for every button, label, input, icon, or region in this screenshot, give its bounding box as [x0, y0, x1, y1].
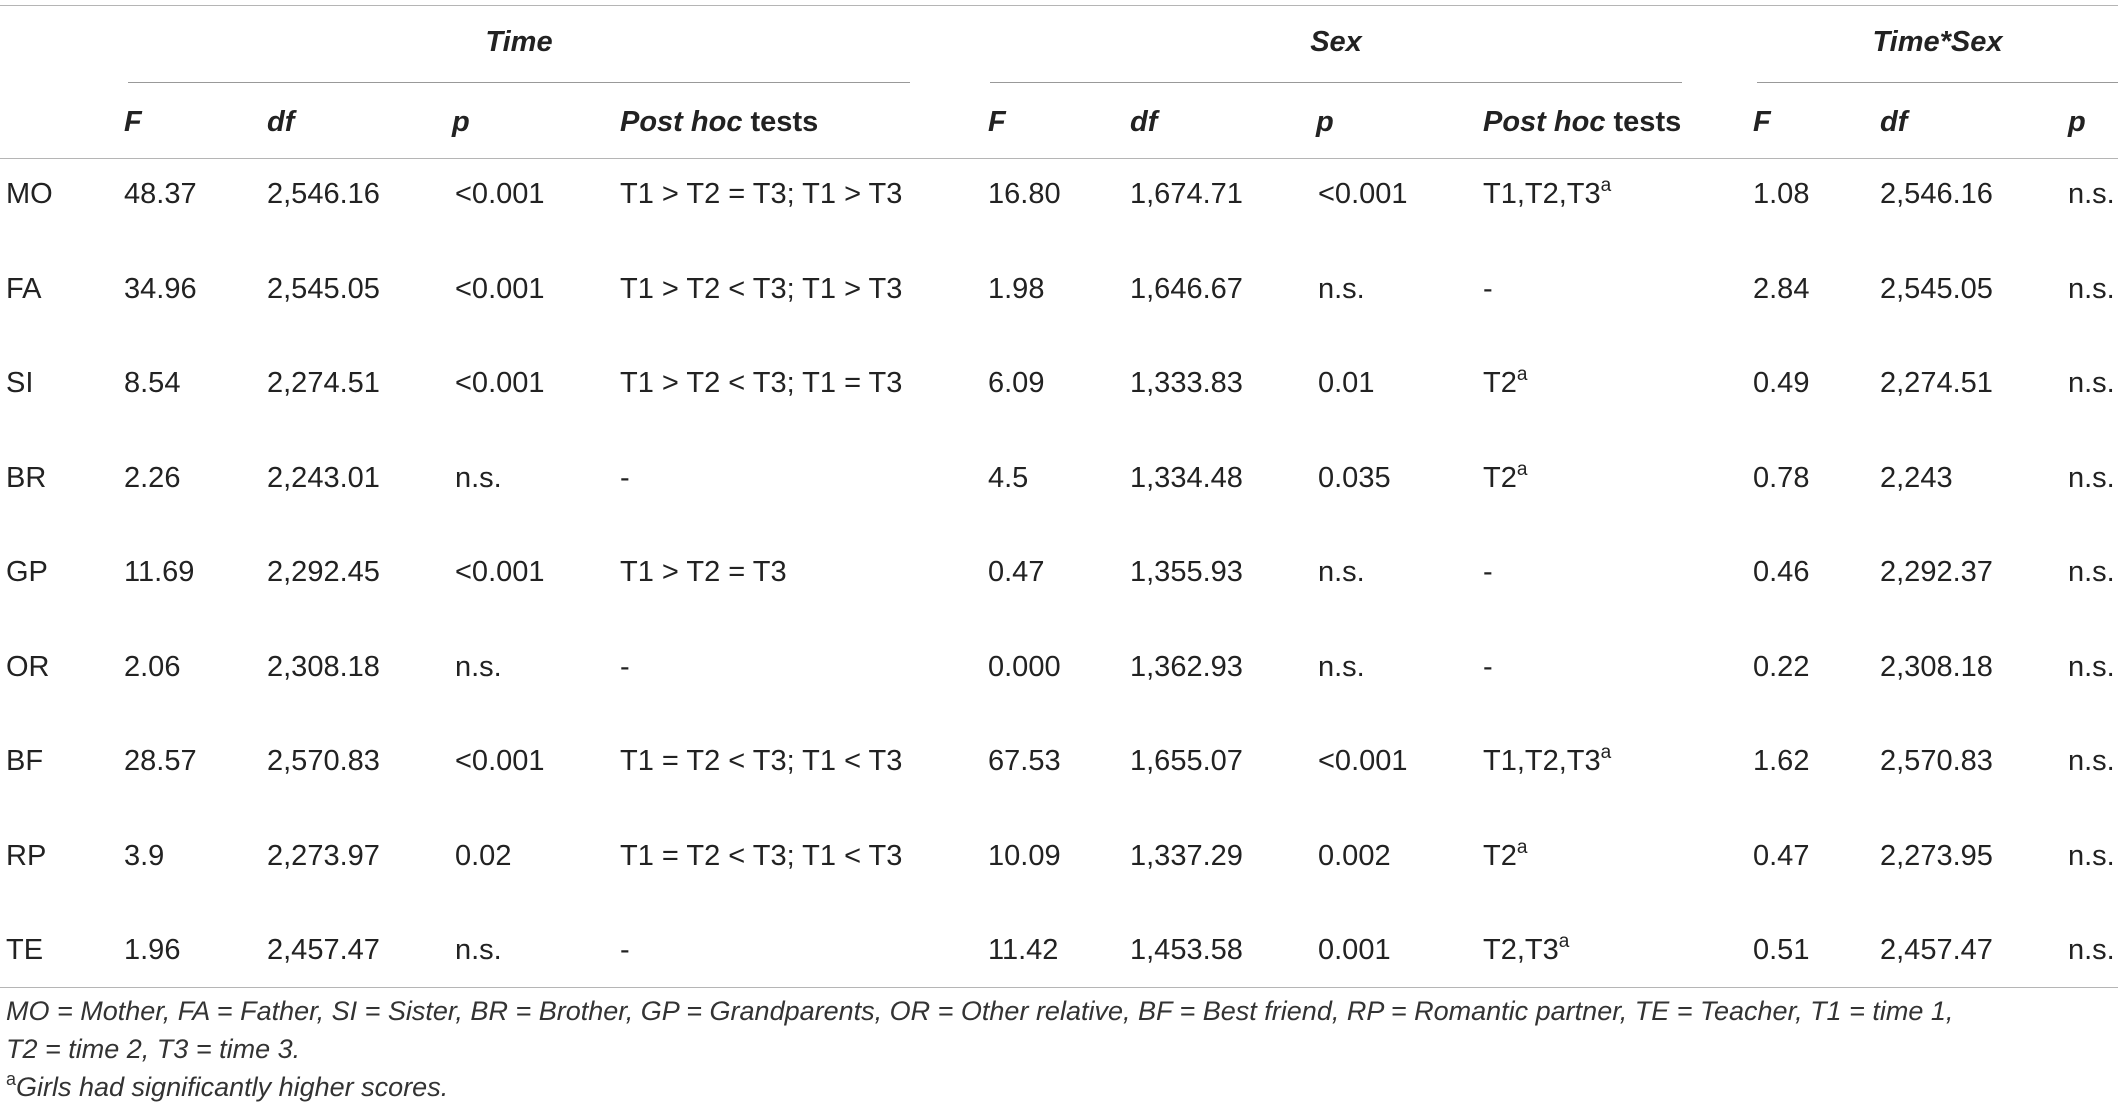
interaction-p-cell: n.s. [2068, 651, 2115, 683]
sex-df-cell: 1,355.93 [1130, 556, 1243, 588]
interaction-f-cell: 0.47 [1753, 840, 1810, 872]
posthoc-text: T2,T3 [1483, 934, 1559, 966]
superscript-marker: a [1600, 175, 1612, 196]
time-p-cell: <0.001 [455, 745, 545, 777]
time-f-cell: 2.26 [124, 462, 181, 494]
sex-df-cell: 1,334.48 [1130, 462, 1243, 494]
column-header-text: p [1316, 106, 1334, 138]
posthoc-text: T2 [1483, 462, 1517, 494]
sex-df-cell: 1,674.71 [1130, 178, 1243, 210]
time-posthoc-cell: T1 > T2 < T3; T1 > T3 [620, 273, 903, 305]
superscript-marker: a [1600, 742, 1612, 763]
footnote-text: Girls had significantly higher scores. [16, 1072, 449, 1102]
time-posthoc-cell: - [620, 462, 630, 494]
interaction-p-cell: n.s. [2068, 556, 2115, 588]
time-posthoc-cell: - [620, 934, 630, 966]
sex-f-cell: 10.09 [988, 840, 1061, 872]
sex-posthoc-cell [1483, 448, 1527, 508]
time-p-cell: <0.001 [455, 367, 545, 399]
interaction-df-cell: 2,273.95 [1880, 840, 1993, 872]
sex-posthoc-cell [1483, 826, 1527, 886]
significance-footnote [6, 1068, 448, 1106]
interaction-df-cell: 2,457.47 [1880, 934, 1993, 966]
row-label: TE [6, 934, 44, 966]
table-row [0, 920, 2118, 980]
time-posthoc-cell: - [620, 651, 630, 683]
sex-p-cell: <0.001 [1318, 178, 1408, 210]
time-df-cell: 2,457.47 [267, 934, 380, 966]
column-header-time-f [124, 102, 142, 142]
interaction-p-cell: n.s. [2068, 745, 2115, 777]
column-header-sex-df [1130, 102, 1157, 142]
table-row [0, 448, 2118, 508]
group-rule-time-sex [1757, 82, 2118, 83]
column-header-text: F [988, 106, 1006, 138]
sex-f-cell: 0.000 [988, 651, 1061, 683]
abbreviations-footnote-line-1: MO = Mother, FA = Father, SI = Sister, BR = Brother, GP = Grandparents, OR = Other relative, BF = Best friend, RP = Romantic partner, TE = Teacher, T1 = time 1, [6, 996, 1954, 1026]
time-df-cell: 2,570.83 [267, 745, 380, 777]
column-header-interaction-f [1753, 102, 1771, 142]
column-header-sex-f [988, 102, 1006, 142]
row-label: OR [6, 651, 50, 683]
time-f-cell: 48.37 [124, 178, 197, 210]
row-label: SI [6, 367, 34, 399]
interaction-p-cell: n.s. [2068, 840, 2115, 872]
row-label: BR [6, 462, 47, 494]
table-row [0, 826, 2118, 886]
interaction-p-cell: n.s. [2068, 934, 2115, 966]
superscript-marker: a [1516, 364, 1528, 385]
interaction-f-cell: 0.46 [1753, 556, 1810, 588]
time-posthoc-cell: T1 = T2 < T3; T1 < T3 [620, 745, 903, 777]
interaction-p-cell: n.s. [2068, 178, 2115, 210]
table-top-rule [0, 5, 2118, 6]
interaction-df-cell: 2,308.18 [1880, 651, 1993, 683]
superscript-marker: a [1558, 931, 1570, 952]
table-bottom-rule [0, 987, 2118, 988]
interaction-p-cell: n.s. [2068, 367, 2115, 399]
time-posthoc-cell: T1 > T2 = T3 [620, 556, 787, 588]
column-header-text: tests [742, 106, 819, 138]
time-df-cell: 2,273.97 [267, 840, 380, 872]
interaction-f-cell: 1.08 [1753, 178, 1810, 210]
sex-p-cell: n.s. [1318, 651, 1365, 683]
sex-df-cell: 1,453.58 [1130, 934, 1243, 966]
interaction-f-cell: 2.84 [1753, 273, 1810, 305]
time-p-cell: <0.001 [455, 178, 545, 210]
interaction-f-cell: 1.62 [1753, 745, 1810, 777]
time-df-cell: 2,274.51 [267, 367, 380, 399]
column-header-text: tests [1605, 106, 1682, 138]
sex-posthoc-cell [1483, 353, 1527, 413]
row-label: GP [6, 556, 48, 588]
sex-f-cell: 4.5 [988, 462, 1029, 494]
interaction-df-cell: 2,274.51 [1880, 367, 1993, 399]
column-header-text: p [452, 106, 470, 138]
interaction-df-cell: 2,545.05 [1880, 273, 1993, 305]
group-header-sex: Sex [1310, 26, 1362, 58]
sex-posthoc-cell [1483, 259, 1493, 319]
time-f-cell: 8.54 [124, 367, 181, 399]
time-f-cell: 28.57 [124, 745, 197, 777]
superscript-marker: a [1516, 459, 1528, 480]
sex-posthoc-cell [1483, 542, 1493, 602]
time-df-cell: 2,308.18 [267, 651, 380, 683]
column-header-time-df [267, 102, 294, 142]
time-f-cell: 1.96 [124, 934, 181, 966]
sex-p-cell: 0.01 [1318, 367, 1375, 399]
sex-df-cell: 1,333.83 [1130, 367, 1243, 399]
sex-df-cell: 1,655.07 [1130, 745, 1243, 777]
table-row [0, 353, 2118, 413]
time-f-cell: 11.69 [124, 556, 195, 588]
sex-posthoc-cell [1483, 920, 1569, 980]
column-header-text: Post hoc [1483, 106, 1606, 138]
time-df-cell: 2,545.05 [267, 273, 380, 305]
interaction-df-cell: 2,292.37 [1880, 556, 1993, 588]
group-header-time-sex: Time*Sex [1872, 26, 2003, 58]
table-row [0, 259, 2118, 319]
posthoc-text: - [1483, 273, 1493, 305]
sex-df-cell: 1,337.29 [1130, 840, 1243, 872]
sex-f-cell: 67.53 [988, 745, 1061, 777]
interaction-df-cell: 2,570.83 [1880, 745, 1993, 777]
sex-f-cell: 11.42 [988, 934, 1059, 966]
column-header-text: df [267, 106, 295, 138]
column-header-time-p [452, 102, 470, 142]
sex-p-cell: n.s. [1318, 556, 1365, 588]
table-row [0, 542, 2118, 602]
time-f-cell: 34.96 [124, 273, 197, 305]
group-rule-sex [990, 82, 1682, 83]
time-p-cell: 0.02 [455, 840, 512, 872]
time-posthoc-cell: T1 > T2 = T3; T1 > T3 [620, 178, 903, 210]
posthoc-text: - [1483, 651, 1493, 683]
sex-p-cell: 0.001 [1318, 934, 1391, 966]
interaction-df-cell: 2,546.16 [1880, 178, 1993, 210]
time-df-cell: 2,243.01 [267, 462, 380, 494]
sex-f-cell: 6.09 [988, 367, 1045, 399]
column-header-text: F [124, 106, 142, 138]
header-bottom-rule [0, 158, 2118, 159]
posthoc-text: T2 [1483, 367, 1517, 399]
posthoc-text: T2 [1483, 840, 1517, 872]
time-df-cell: 2,292.45 [267, 556, 380, 588]
sex-p-cell: 0.002 [1318, 840, 1391, 872]
time-f-cell: 3.9 [124, 840, 165, 872]
sex-f-cell: 16.80 [988, 178, 1061, 210]
column-header-text: df [1130, 106, 1158, 138]
posthoc-text: T1,T2,T3 [1483, 178, 1601, 210]
column-header-sex-p [1316, 102, 1334, 142]
time-p-cell: <0.001 [455, 273, 545, 305]
time-p-cell: n.s. [455, 934, 502, 966]
sex-posthoc-cell [1483, 731, 1611, 791]
sex-p-cell: <0.001 [1318, 745, 1408, 777]
table-row [0, 731, 2118, 791]
row-label: RP [6, 840, 47, 872]
column-header-text: Post hoc [620, 106, 743, 138]
interaction-f-cell: 0.51 [1753, 934, 1810, 966]
sex-p-cell: n.s. [1318, 273, 1365, 305]
interaction-f-cell: 0.78 [1753, 462, 1810, 494]
row-label: FA [6, 273, 42, 305]
posthoc-text: - [1483, 556, 1493, 588]
sex-f-cell: 1.98 [988, 273, 1045, 305]
time-p-cell: <0.001 [455, 556, 545, 588]
time-p-cell: n.s. [455, 462, 502, 494]
sex-posthoc-cell [1483, 164, 1611, 224]
group-header-time: Time [485, 26, 553, 58]
column-header-interaction-p [2068, 102, 2086, 142]
column-header-text: df [1880, 106, 1908, 138]
column-header-text: p [2068, 106, 2086, 138]
interaction-p-cell: n.s. [2068, 462, 2115, 494]
column-header-sex-post-hoc [1483, 102, 1681, 142]
row-label: BF [6, 745, 44, 777]
superscript-marker: a [1516, 837, 1528, 858]
time-posthoc-cell: T1 > T2 < T3; T1 = T3 [620, 367, 903, 399]
sex-df-cell: 1,646.67 [1130, 273, 1243, 305]
interaction-df-cell: 2,243 [1880, 462, 1953, 494]
sex-df-cell: 1,362.93 [1130, 651, 1243, 683]
column-header-text: F [1753, 106, 1771, 138]
posthoc-text: T1,T2,T3 [1483, 745, 1601, 777]
interaction-p-cell: n.s. [2068, 273, 2115, 305]
group-rule-time [128, 82, 910, 83]
time-df-cell: 2,546.16 [267, 178, 380, 210]
time-f-cell: 2.06 [124, 651, 181, 683]
time-p-cell: n.s. [455, 651, 502, 683]
column-header-interaction-df [1880, 102, 1907, 142]
time-posthoc-cell: T1 = T2 < T3; T1 < T3 [620, 840, 903, 872]
interaction-f-cell: 0.49 [1753, 367, 1810, 399]
row-label: MO [6, 178, 53, 210]
sex-p-cell: 0.035 [1318, 462, 1391, 494]
footnote-marker: a [6, 1069, 17, 1089]
sex-f-cell: 0.47 [988, 556, 1045, 588]
abbreviations-footnote-line-2: T2 = time 2, T3 = time 3. [6, 1034, 301, 1064]
sex-posthoc-cell [1483, 637, 1493, 697]
column-header-time-post-hoc [620, 102, 818, 142]
table-row [0, 164, 2118, 224]
interaction-f-cell: 0.22 [1753, 651, 1810, 683]
table-row [0, 637, 2118, 697]
